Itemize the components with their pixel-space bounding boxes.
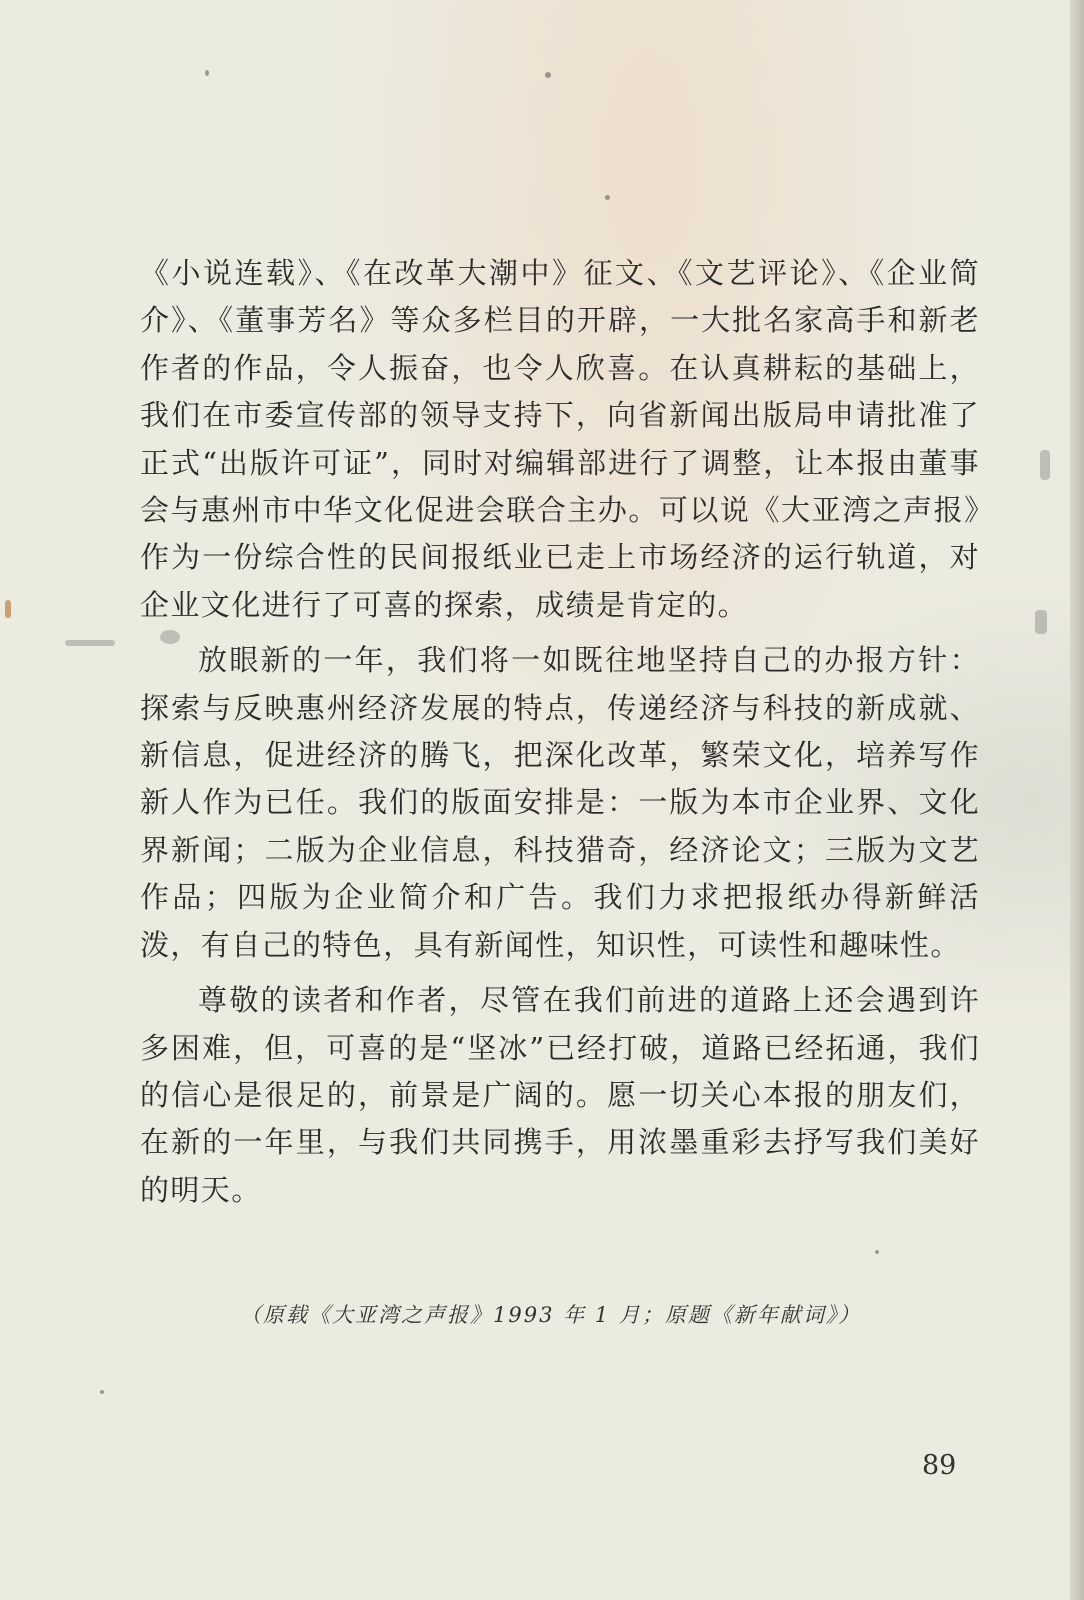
paragraph-2: 放眼新的一年，我们将一如既往地坚持自己的办报方针：探索与反映惠州经济发展的特点，传递经济与科技的新成就、新信息，促进经济的腾飞，把深化改革，繁荣文化，培养写作新人作为已任。我们的版面安排是：一版为本市企业界、文化界新闻；二版为企业信息，科技猎奇，经济论文；三版为文艺作品；四版为企业简介和广告。我们力求把报纸办得新鲜活泼，有自己的特色，具有新闻性，知识性，可读性和趣味性。: [140, 643, 980, 962]
page-edge-shadow: [1070, 0, 1084, 1600]
scan-speck: [5, 600, 11, 618]
scan-speck: [1035, 610, 1047, 634]
scan-speck: [205, 70, 209, 76]
scan-speck: [605, 195, 610, 200]
article-body: [140, 250, 980, 1222]
scan-speck: [1040, 450, 1050, 480]
scan-speck: [100, 1390, 104, 1394]
scan-speck: [875, 1250, 879, 1254]
scan-speck: [545, 72, 551, 78]
scan-speck: [65, 640, 115, 646]
paragraph-1: 《小说连载》、《在改革大潮中》征文、《文艺评论》、《企业简介》、《董事芳名》等众多栏目的开辟，一大批名家高手和新老作者的作品，令人振奋，也令人欣喜。在认真耕耘的基础上，我们在市委宣传部的领导支持下，向省新闻出版局申请批准了正式“出版许可证”，同时对编辑部进行了调整，让本报由董事会与惠州市中华文化促进会联合主办。可以说《大亚湾之声报》作为一份综合性的民间报纸业已走上市场经济的运行轨道，对企业文化进行了可喜的探索，成绩是肯定的。: [140, 256, 980, 622]
page-number: 89: [922, 1450, 957, 1481]
source-note: （原载《大亚湾之声报》1993 年 1 月；原题《新年献词》）: [240, 1303, 862, 1327]
paragraph-3: 尊敬的读者和作者，尽管在我们前进的道路上还会遇到许多困难，但，可喜的是“坚冰”已经打破，道路已经拓通，我们的信心是很足的，前景是广阔的。愿一切关心本报的朋友们，在新的一年里，与我们共同携手，用浓墨重彩去抒写我们美好的明天。: [140, 983, 980, 1207]
